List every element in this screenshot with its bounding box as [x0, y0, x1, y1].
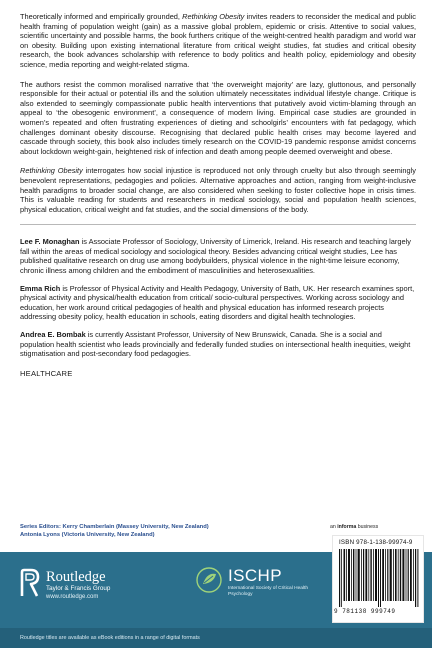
routledge-group: Taylor & Francis Group — [46, 585, 111, 592]
description-paragraph-3: Rethinking Obesity interrogates how social injustice is reproduced not only through cruelty but also through seemingly benevolent representations, pedagogies and policies. Alternative approaches and action, ranging from weight-inclusive health paradigms to broader social change, are also considered when seeking to foster collective hope in crisis times. This is valuable reading for students and researchers in medical sociology, social and population health sciences, physical education, critical weight and fat studies, and the social dimensions of the body. — [20, 166, 416, 214]
barcode-icon — [339, 549, 419, 607]
informa-tagline: an informa business — [330, 524, 379, 530]
author-name: Andrea E. Bombak — [20, 330, 86, 340]
series-editors — [20, 523, 320, 539]
ischp-leaf-icon — [196, 567, 222, 593]
barcode-digits: 9 781138 999749 — [334, 608, 396, 615]
description-paragraph-1: Theoretically informed and empirically grounded, Rethinking Obesity invites readers to reconsider the medical and public health framing of population weight (gain) as a massive global problem, epidemic or crisis. Attentive to social values, scientific uncertainty and possible harms, the book furthers critique of the weight-centred health paradigm and world war on obesity. Building upon existing international literature from critical weight studies, fat studies and critical obesity research, the book advances scholarship with reference to body politics and health policy, epidemiology and obesity science, media reporting and weight-related stigma. — [20, 12, 416, 69]
book-title-italic: Rethinking Obesity — [20, 166, 83, 176]
isbn-text: ISBN 978-1-138-99974-9 — [339, 539, 413, 546]
routledge-url: www.routledge.com — [46, 594, 99, 600]
routledge-logo — [20, 566, 160, 606]
description-paragraph-2: The authors resist the common moralised narrative that ‘the overweight majority’ are lazy, gluttonous, and personally responsible for their actual or potential ills and the solution ultimately necessitates individual lifestyle change. Critique is also extended to seemingly compassionate public health interventions that putatively avoid victim-blaming through an appeal to ‘the obesogenic environment’, a consequence of modern living. Empirical case studies are grounded in women’s repeated and often frustrating experiences of dieting and schoolgirls’ encounters with fat pedagogy, which challenges dominant obesity discourse. Recognising that declared public health crises may become layered and cascade through society, this book also includes timely research on the COVID-19 pandemic response amidst concerns about lockdown weight-gain, heightened risk of infection and death among people deemed overweight and obese. — [20, 79, 416, 156]
section-divider — [20, 224, 416, 225]
series-editor-line-1: Series Editors: Kerry Chamberlain (Massey University, New Zealand) — [20, 524, 209, 530]
routledge-r-icon — [20, 568, 40, 598]
ebook-note: Routledge titles are available as eBook editions in a range of digital formats — [20, 635, 200, 641]
ischp-name: ISCHP — [228, 566, 282, 585]
author-bio-rich: Emma Rich is Professor of Physical Activity and Health Pedagogy, University of Bath, UK. Her research examines sport, physical activity and physical/health education from critical/ socio-cultural perspectives. Working across sociology and education, her work around critical pedagogies of health and physical education has informed research projects addressing obesity policy, health education in schools, eating disorders and digital health technologies. — [20, 283, 415, 322]
cover-text — [20, 12, 416, 378]
subject-category: HEALTHCARE — [20, 368, 73, 378]
author-name: Emma Rich — [20, 283, 61, 293]
routledge-brand: Routledge — [46, 569, 106, 585]
barcode-panel — [332, 535, 424, 623]
author-bio-monaghan: Lee F. Monaghan is Associate Professor of Sociology, University of Limerick, Ireland. His research and teaching largely fall within the areas of medical sociology and sociological theory. Besides advancing critical weight studies, Lee has published qualitative research on drug use among bodybuilders, physical violence in the night-time leisure economy, chronic illness among children and the embodiment of masculinities and heterosexualities. — [20, 237, 411, 276]
series-editor-line-2: Antonia Lyons (Victoria University, New Zealand) — [20, 532, 155, 538]
footer-strip — [0, 628, 432, 648]
book-title-italic: Rethinking Obesity — [182, 12, 245, 21]
ischp-fullname: International Society of Critical Health Psychology — [228, 586, 308, 597]
author-name: Lee F. Monaghan — [20, 237, 80, 247]
author-bio-bombak: Andrea E. Bombak is currently Assistant Professor, University of New Brunswick, Canada. She is a social and population health scientist who leads provincially and federally funded studies on intersectional health inequities, weight stigmatisation and post-secondary food pedagogies. — [20, 330, 411, 359]
ischp-logo — [196, 564, 336, 612]
